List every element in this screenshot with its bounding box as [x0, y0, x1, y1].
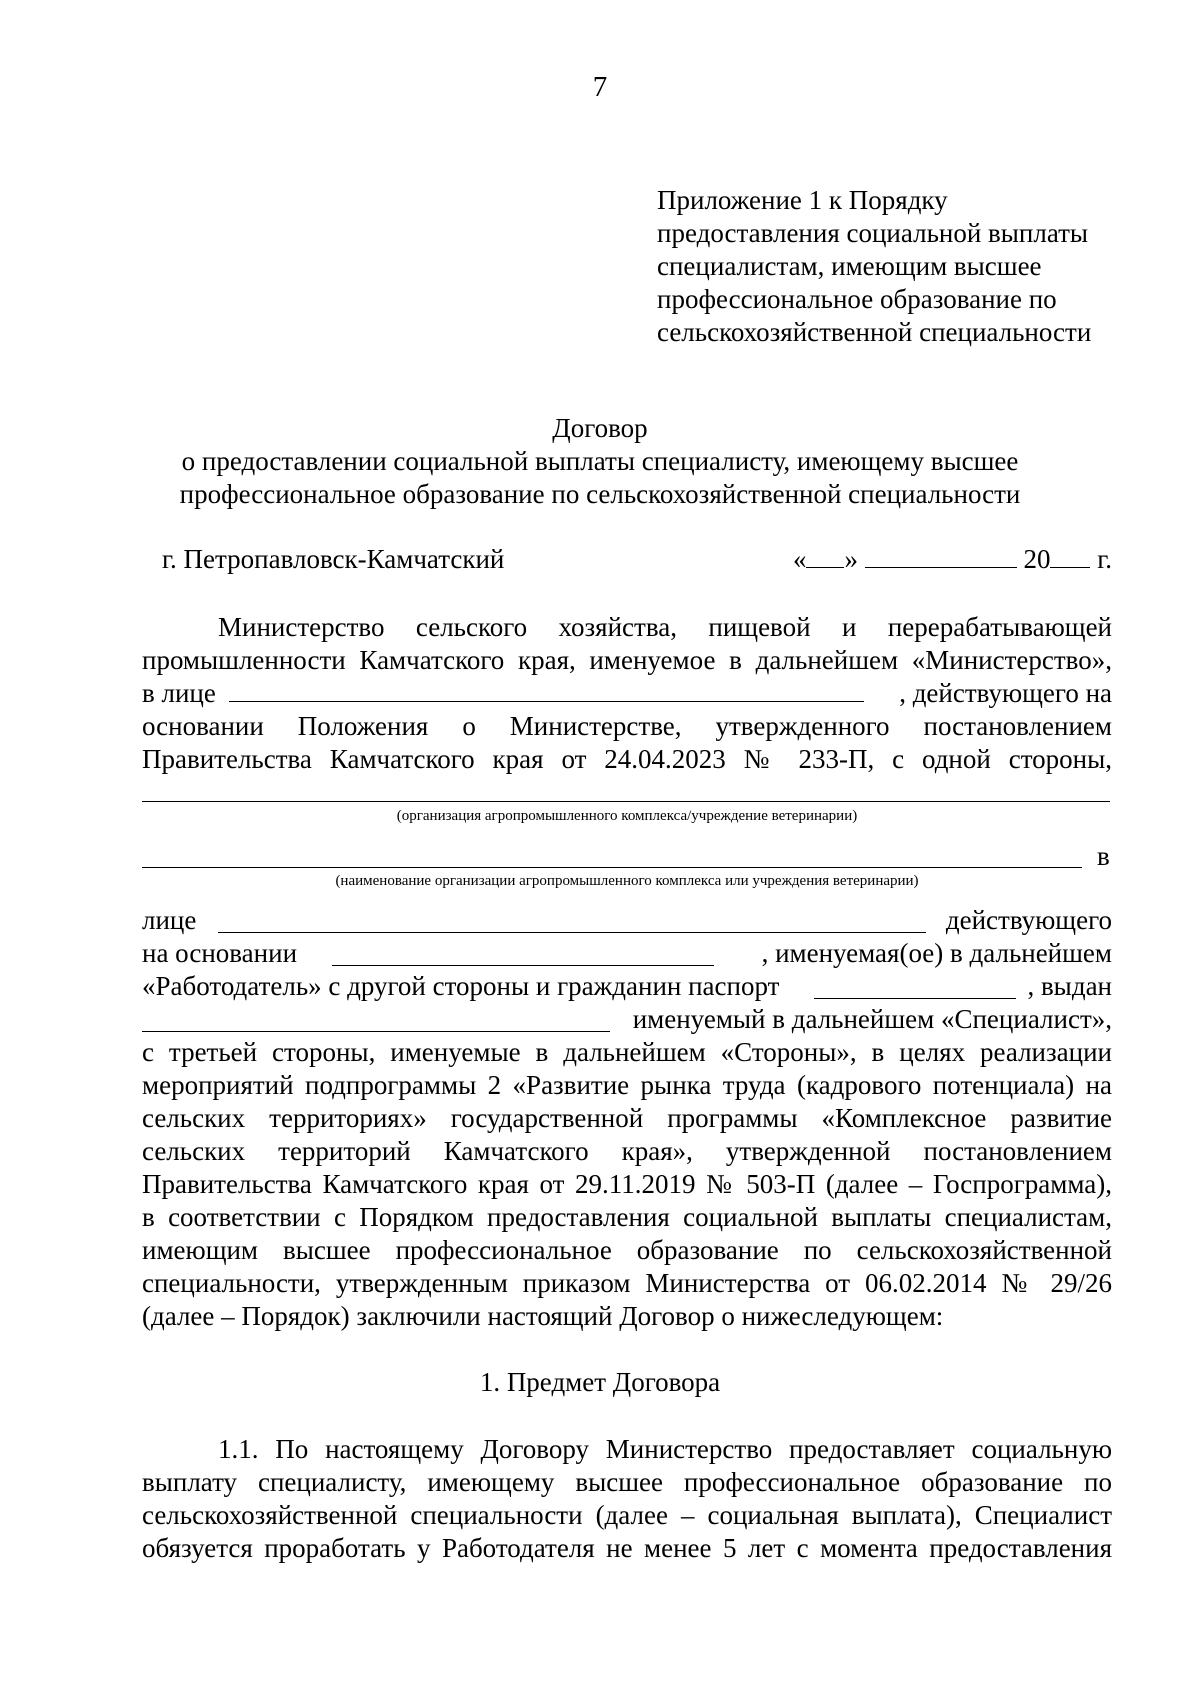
text: в лице: [142, 678, 216, 708]
place-date-row: [162, 543, 1112, 576]
day-blank: [806, 543, 844, 568]
paragraph-line: (далее – Порядок) заключили настоящий Договор о нижеследующем:: [142, 1301, 944, 1331]
annex-line: сельскохозяйственной специальности: [657, 317, 1092, 347]
annex-line: профессиональное образование по: [657, 284, 1057, 314]
paragraph-line: специальности, утвержденным приказом Министерства от 06.02.2014 № 29/26: [142, 1268, 1112, 1298]
representative-blank: [229, 677, 864, 702]
title-line: Договор: [552, 413, 648, 443]
date-open-quote: «: [792, 544, 807, 574]
text: на основании: [142, 938, 298, 968]
issued-by-blank: [142, 1007, 610, 1032]
document-title: [0, 412, 1200, 511]
text: , действующего на: [899, 678, 1112, 708]
text: , выдан: [1027, 971, 1112, 1001]
representative-blank: [218, 908, 926, 933]
text: действующего: [945, 905, 1112, 935]
place: г. Петропавловск-Камчатский: [162, 544, 505, 574]
text: «Работодатель» с другой стороны и гражданин паспорт: [142, 971, 780, 1001]
page-number: 7: [592, 71, 608, 103]
paragraph-line: имеющим высшее профессиональное образование по сельскохозяйственной: [142, 1235, 1112, 1265]
month-blank: [865, 543, 1017, 568]
paragraph-line: Правительства Камчатского края от 29.11.2019 № 503-П (далее – Госпрограмма),: [142, 1169, 1112, 1199]
paragraph-line: мероприятий подпрограммы 2 «Развитие рынка труда (кадрового потенциала) на: [142, 1070, 1112, 1100]
org-name-blank-line: [142, 867, 1082, 868]
annex-header: [657, 184, 1177, 349]
text: именуемый в дальнейшем «Специалист»,: [632, 1004, 1112, 1034]
paragraph-line: с третьей стороны, именуемые в дальнейшем «Стороны», в целях реализации: [142, 1037, 1112, 1067]
section-heading: 1. Предмет Договора: [479, 1367, 721, 1397]
date-close-quote: »: [844, 544, 858, 574]
org-caption: (организация агропромышленного комплекса/учреждение ветеринарии): [396, 808, 858, 824]
title-line: о предоставлении социальной выплаты специалисту, имеющему высшее: [181, 446, 1019, 476]
year-suffix: г.: [1097, 544, 1112, 574]
paragraph-line: [142, 937, 1112, 970]
paragraph-line: сельских территориях» государственной программы «Комплексное развитие: [142, 1103, 1112, 1133]
paragraph-line: [142, 970, 1112, 1003]
text: , именуемая(ое) в дальнейшем: [761, 938, 1112, 968]
paragraph-line: сельскохозяйственной специальности (далее – социальная выплата), Специалист: [142, 1500, 1112, 1530]
org-name-caption: (наименование организации агропромышленного комплекса или учреждения ветеринарии): [335, 873, 919, 889]
paragraph-line: Правительства Камчатского края от 24.04.2023 № 233-П, с одной стороны,: [142, 744, 1112, 774]
annex-line: специалистам, имеющим высшее: [657, 251, 1042, 281]
paragraph-line: [142, 677, 1112, 710]
annex-line: предоставления социальной выплаты: [657, 218, 1089, 248]
paragraph-line: [142, 904, 1112, 937]
year-blank: [1050, 543, 1090, 568]
date-field: [793, 543, 1112, 576]
paragraph-line: в соответствии с Порядком предоставления социальной выплаты специалистам,: [142, 1202, 1112, 1232]
paragraph-line: 1.1. По настоящему Договору Министерство предоставляет социальную: [218, 1434, 1112, 1464]
paragraph-line: основании Положения о Министерстве, утвержденного постановлением: [142, 711, 1112, 741]
v-letter: в: [1097, 841, 1110, 871]
org-blank-line: [142, 801, 1110, 802]
passport-blank: [814, 974, 1016, 999]
paragraph-line: выплату специалисту, имеющему высшее профессиональное образование по: [142, 1467, 1112, 1497]
year-prefix: 20: [1023, 544, 1051, 574]
paragraph-line: обязуется проработать у Работодателя не менее 5 лет с момента предоставления: [142, 1533, 1112, 1563]
paragraph-line: сельских территорий Камчатского края», утвержденной постановлением: [142, 1136, 1112, 1166]
paragraph-line: промышленности Камчатского края, именуемое в дальнейшем «Министерство»,: [142, 645, 1112, 675]
paragraph-line: Министерство сельского хозяйства, пищевой и перерабатывающей: [218, 612, 1112, 642]
basis-blank: [332, 941, 714, 966]
title-line: профессиональное образование по сельскохозяйственной специальности: [179, 479, 1021, 509]
text: лице: [142, 905, 197, 935]
annex-line: Приложение 1 к Порядку: [657, 185, 948, 215]
